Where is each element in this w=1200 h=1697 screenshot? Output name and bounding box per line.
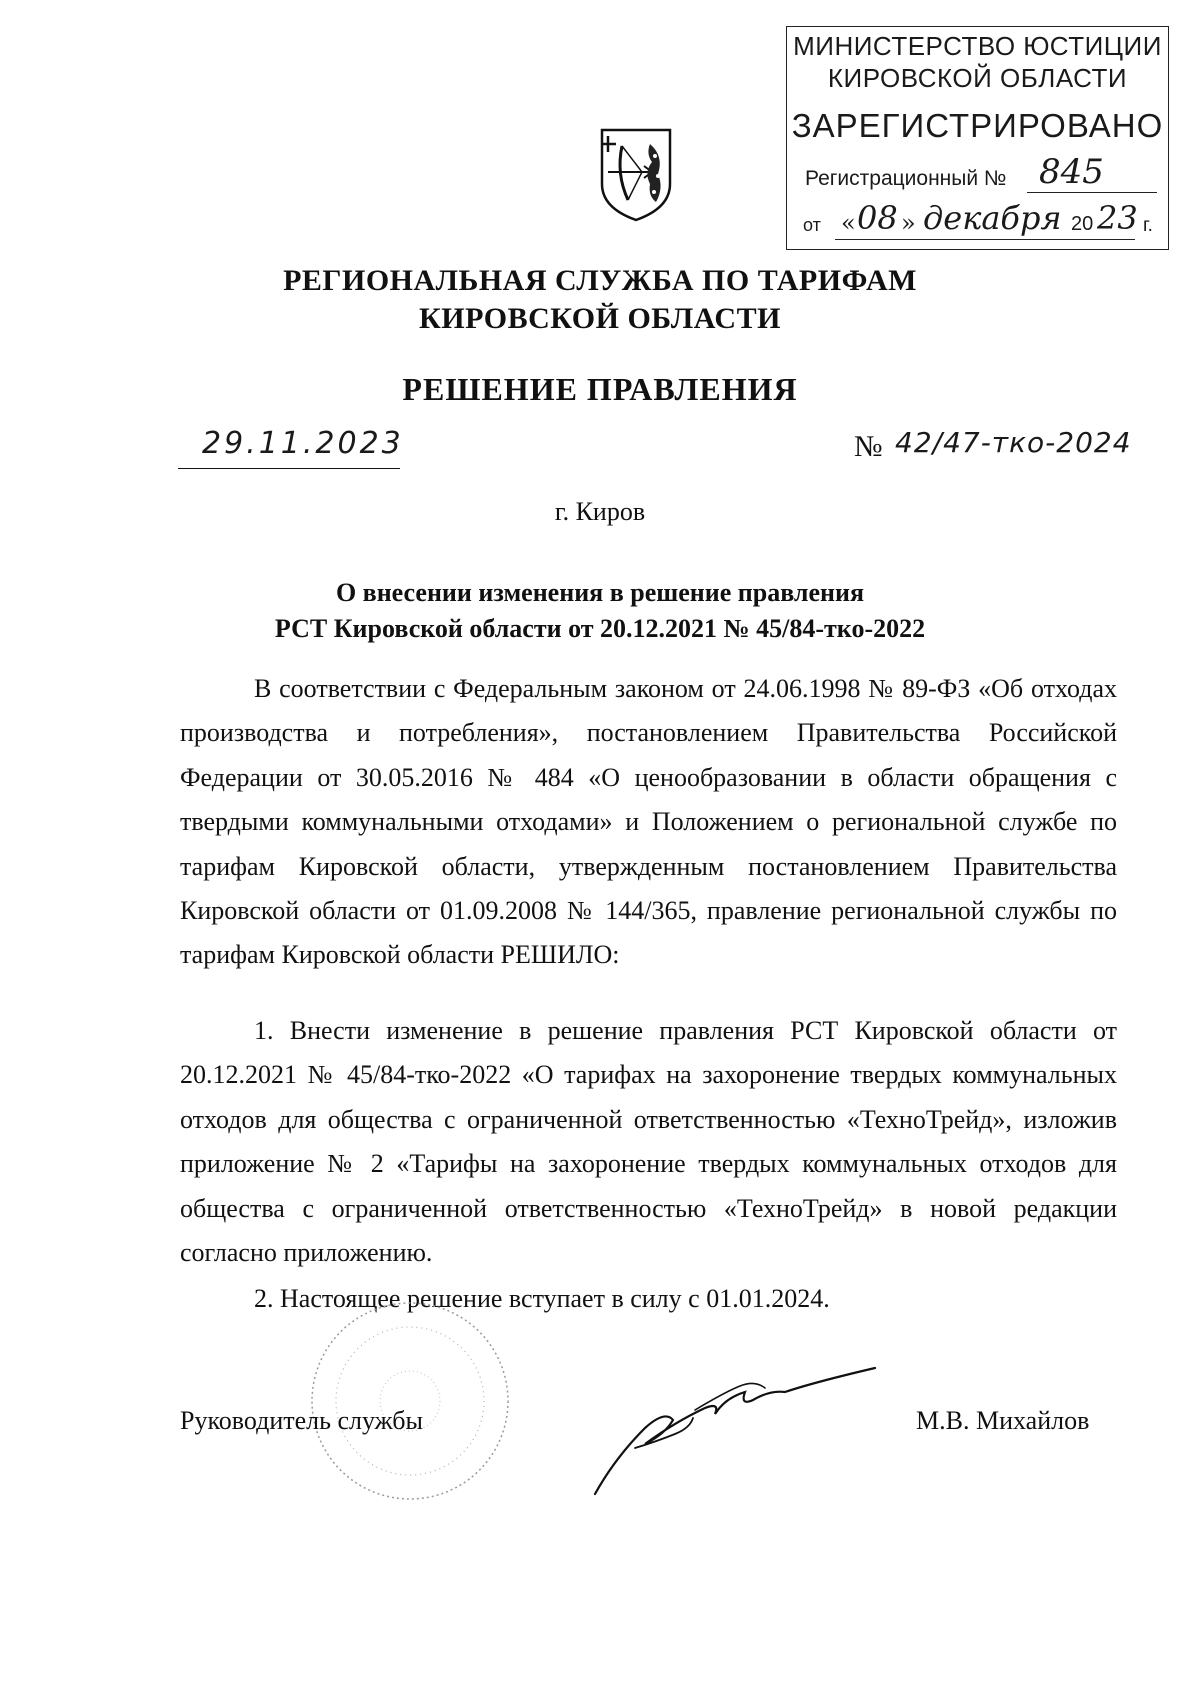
registration-stamp <box>786 26 1169 250</box>
item-2-paragraph: 2. Настоящее решение вступает в силу с 01.01.2024. <box>254 1284 830 1313</box>
signatory-name: М.В. Михайлов <box>916 1406 1090 1435</box>
org-name-line2: КИРОВСКОЙ ОБЛАСТИ <box>419 302 781 335</box>
seal-icon <box>305 1296 515 1506</box>
stamp-month: декабря <box>923 199 1062 237</box>
preamble-paragraph: В соответствии с Федеральным законом от 24.06.1998 № 89-ФЗ «Об отходах производства и потребления», постановлением Правительства Российской Федерации от 30.05.2016 № 484 «О ценообразовании в области обращения с твердыми коммунальными отходами» и Положением о региональной службе по тарифам Кировской области, утвержденным постановлением Правительства Кировской области от 01.09.2008 № 144/365, правление региональной службы по тарифам Кировской области РЕШИЛО: <box>180 674 1117 970</box>
coat-of-arms-icon <box>598 126 674 222</box>
stamp-reg-number: 845 <box>1027 151 1157 193</box>
signatory-role: Руководитель службы <box>180 1406 423 1435</box>
decision-number: 42/47-тко-2024 <box>895 426 1132 459</box>
stamp-year-suffix: 23 <box>1097 199 1138 237</box>
org-name-line1: РЕГИОНАЛЬНАЯ СЛУЖБА ПО ТАРИФАМ <box>283 264 917 297</box>
stamp-org-line2: КИРОВСКОЙ ОБЛАСТИ <box>827 63 1128 93</box>
city: г. Киров <box>554 497 646 526</box>
subject-line1: О внесении изменения в решение правления <box>335 578 865 607</box>
decision-number-field <box>893 428 1147 468</box>
document-type: РЕШЕНИЕ ПРАВЛЕНИЯ <box>402 371 798 407</box>
stamp-date-underline <box>835 239 1135 240</box>
stamp-reg-label: Регистрационный № <box>805 167 1007 190</box>
decision-date-field <box>178 426 404 469</box>
decision-date: 29.11.2023 <box>202 426 404 461</box>
stamp-year-unit: г. <box>1143 215 1153 236</box>
stamp-year-prefix: 20 <box>1071 213 1094 235</box>
stamp-quote-open: « <box>841 209 856 237</box>
stamp-date <box>795 199 1165 243</box>
signature-scrawl-icon <box>575 1362 895 1502</box>
subject-line2: РСТ Кировской области от 20.12.2021 № 45/84-тко-2022 <box>274 614 926 643</box>
stamp-status: ЗАРЕГИСТРИРОВАНО <box>791 107 1164 144</box>
stamp-date-prefix: от <box>803 215 821 235</box>
stamp-org-line1: МИНИСТЕРСТВО ЮСТИЦИИ <box>793 31 1162 61</box>
stamp-quote-close: » <box>901 209 916 237</box>
stamp-day: 08 <box>857 199 898 237</box>
item-1-paragraph: 1. Внести изменение в решение правления РСТ Кировской области от 20.12.2021 № 45/84-тко-2022 «О тарифах на захоронение твердых коммунальных отходов для общества с ограниченной ответственностью «ТехноТрейд», изложив приложение № 2 «Тарифы на захоронение твердых коммунальных отходов для общества с ограниченной ответственностью «ТехноТрейд» в новой редакции согласно приложению. <box>180 1016 1117 1268</box>
decision-number-label: № <box>854 430 883 463</box>
